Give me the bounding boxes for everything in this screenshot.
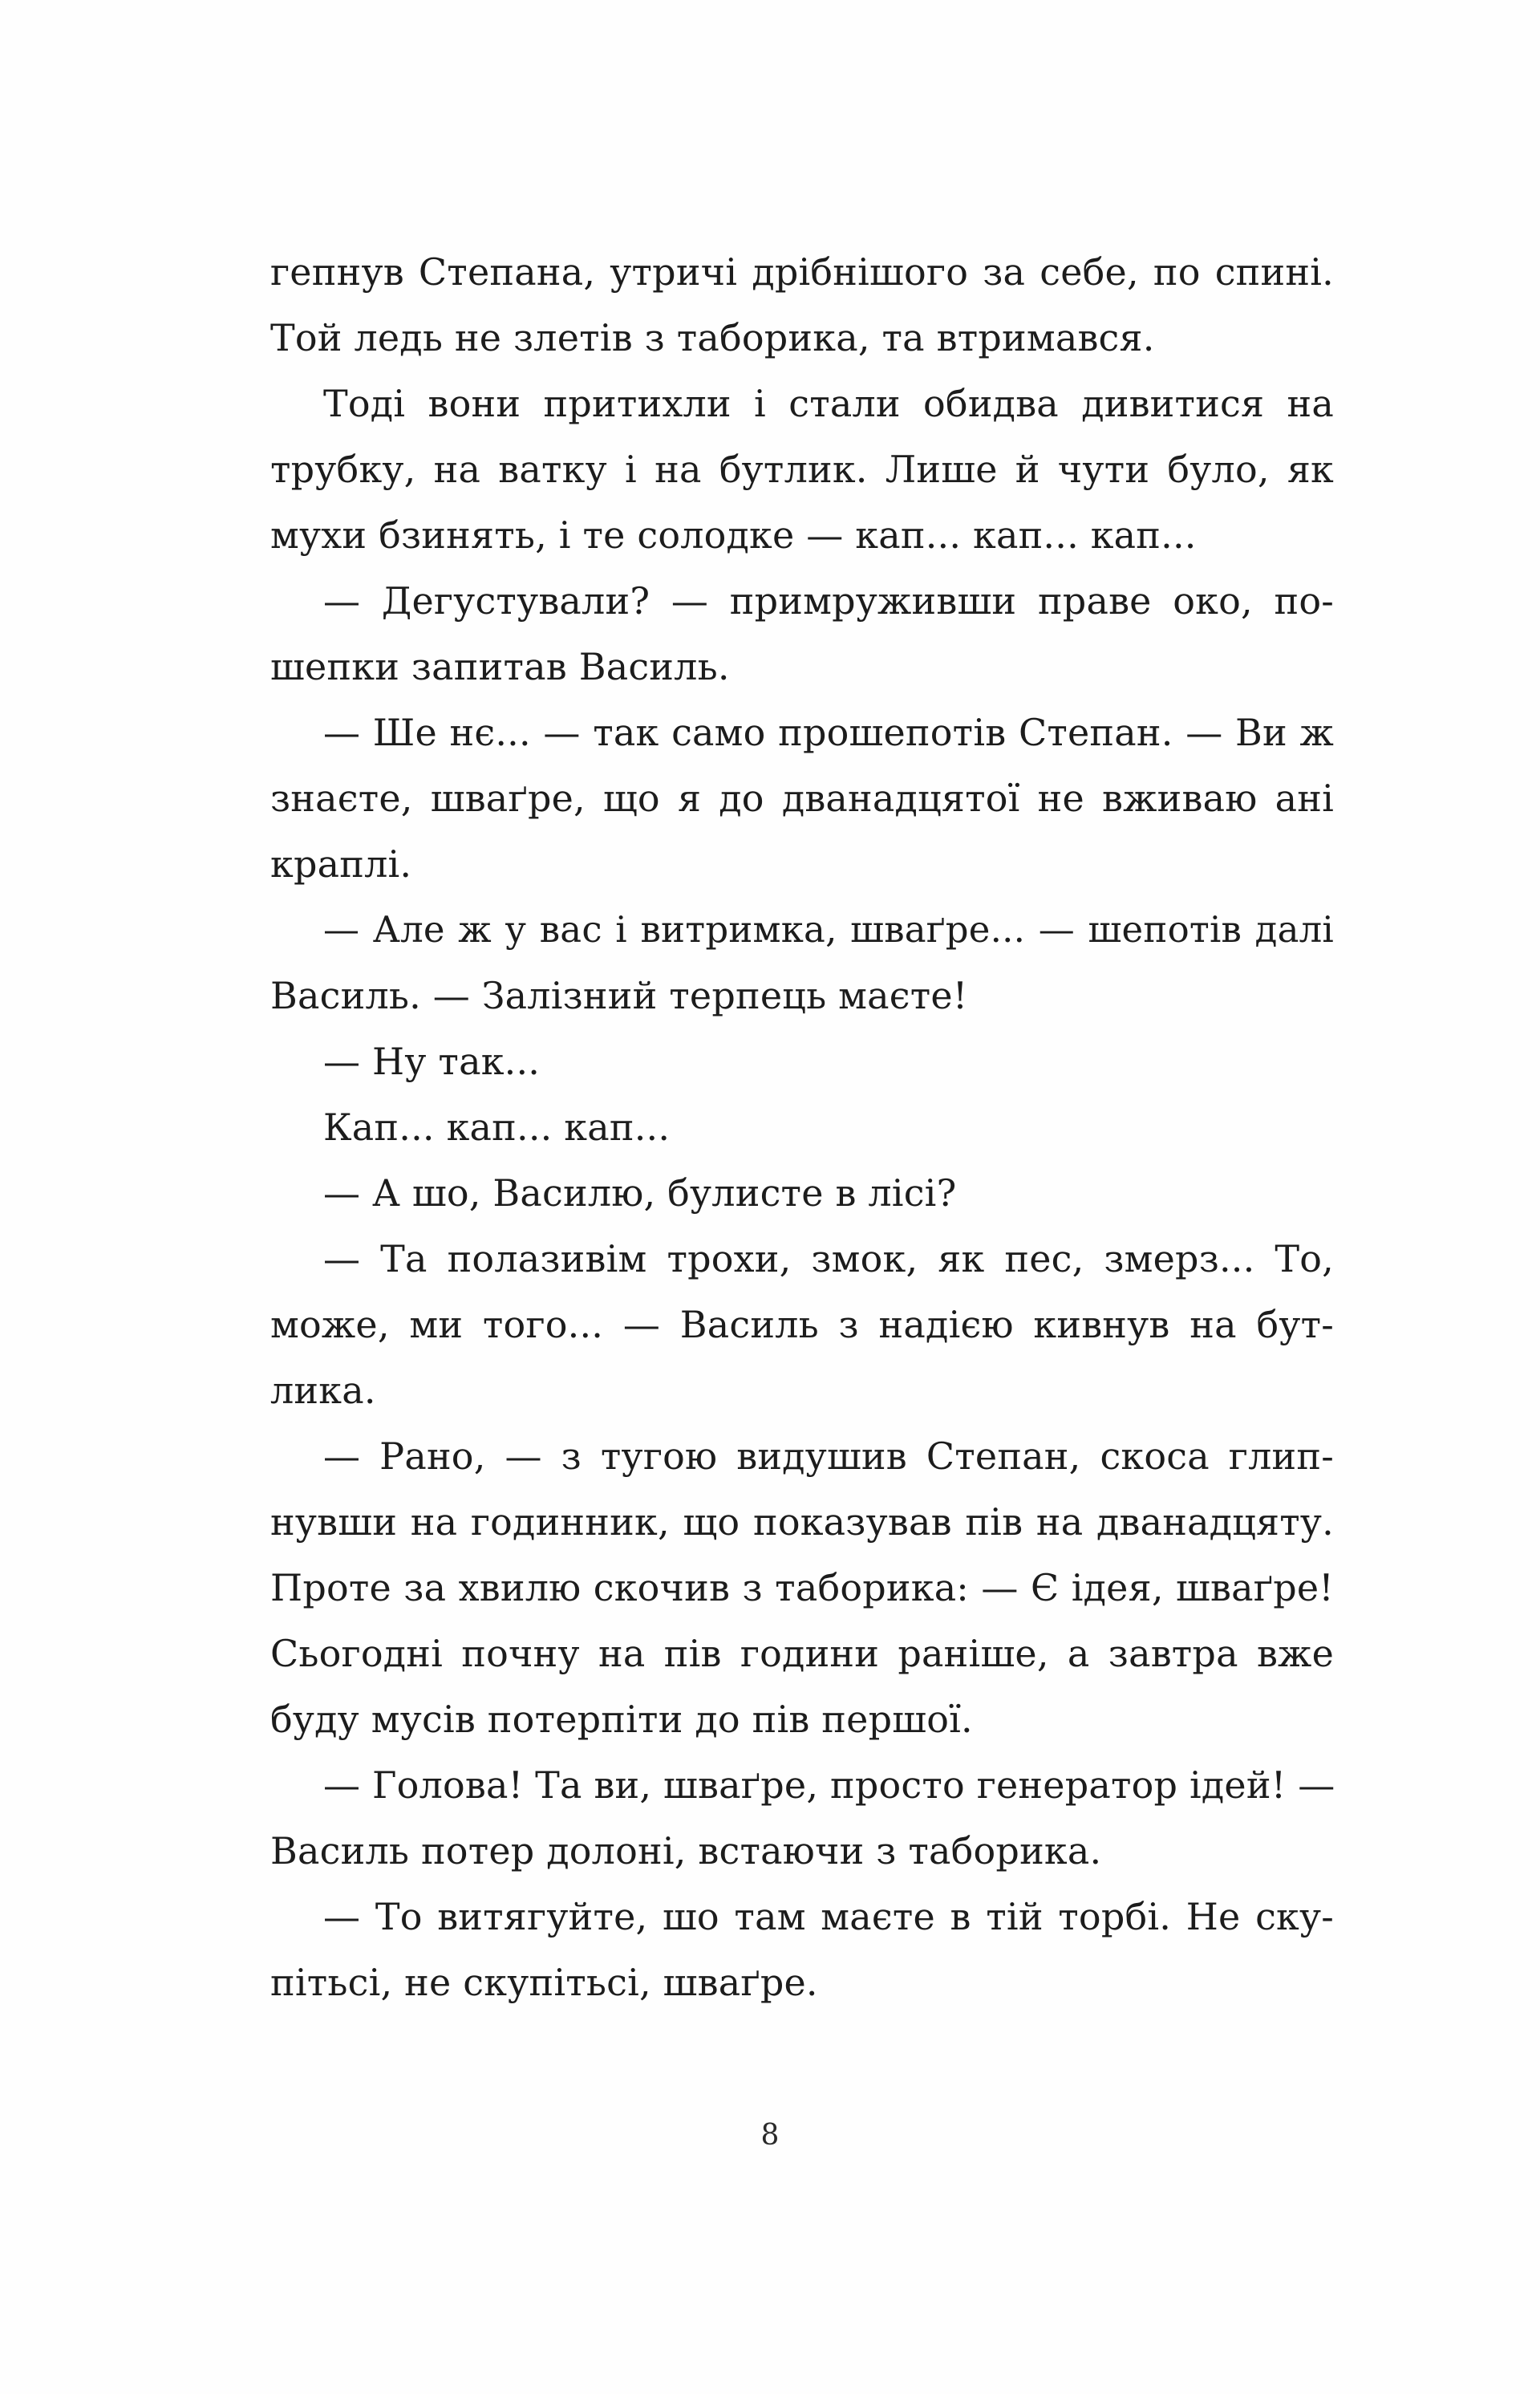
text-line: мухи бзинять, і те солодке — кап... кап... кап... bbox=[270, 513, 1197, 557]
text-line: Кап... кап... кап... bbox=[323, 1106, 671, 1149]
text-line: — Ше нє... — так само прошепотів Степан. — Ви ж bbox=[323, 711, 1334, 754]
text-line: Тоді вони притихли і стали обидва дивитися на bbox=[323, 382, 1334, 425]
text-line: краплі. bbox=[270, 842, 412, 886]
body-text bbox=[270, 0, 1334, 2394]
text-line: — А шо, Василю, булисте в лісі? bbox=[323, 1171, 957, 1215]
text-line: буду мусів потерпіти до пів першої. bbox=[270, 1698, 973, 1741]
text-line: — То витягуйте, шо там маєте в тій торбі. Не ску- bbox=[323, 1895, 1334, 1938]
text-line: знаєте, шваґре, що я до дванадцятої не вживаю ані bbox=[270, 777, 1334, 820]
text-line: — Голова! Та ви, шваґре, просто генератор ідей! — bbox=[323, 1763, 1335, 1807]
text-line: шепки запитав Василь. bbox=[270, 645, 730, 688]
text-line: — Рано, — з тугою видушив Степан, скоса глип- bbox=[323, 1434, 1334, 1478]
text-line: пітьсі, не скупітьсі, шваґре. bbox=[270, 1961, 818, 2004]
text-line: Той ледь не злетів з таборика, та втримався. bbox=[270, 316, 1155, 359]
text-line: — Ну так... bbox=[323, 1040, 541, 1083]
text-line: Василь потер долоні, встаючи з таборика. bbox=[270, 1829, 1102, 1873]
text-line: лика. bbox=[270, 1369, 376, 1412]
text-line: — Та полазивім трохи, змок, як пес, змерз... То, bbox=[323, 1237, 1334, 1280]
text-line: трубку, на ватку і на бутлик. Лише й чути було, як bbox=[270, 448, 1334, 491]
text-line: нувши на годинник, що показував пів на дванадцяту. bbox=[270, 1500, 1334, 1544]
text-line: — Але ж у вас і витримка, шваґре... — шепотів далі bbox=[323, 908, 1334, 951]
text-line: Сьогодні почну на пів години раніше, а завтра вже bbox=[270, 1632, 1334, 1675]
text-line: Василь. — Залізний терпець маєте! bbox=[270, 974, 968, 1017]
text-line: може, ми того... — Василь з надією кивнув на бут- bbox=[270, 1303, 1334, 1346]
page-number: 8 bbox=[760, 2119, 780, 2152]
text-line: — Дегустували? — примруживши праве око, по- bbox=[323, 579, 1334, 623]
text-line: гепнув Степана, утричі дрібнішого за себе, по спині. bbox=[270, 250, 1334, 294]
text-line: Проте за хвилю скочив з таборика: — Є ідея, шваґре! bbox=[270, 1566, 1334, 1609]
